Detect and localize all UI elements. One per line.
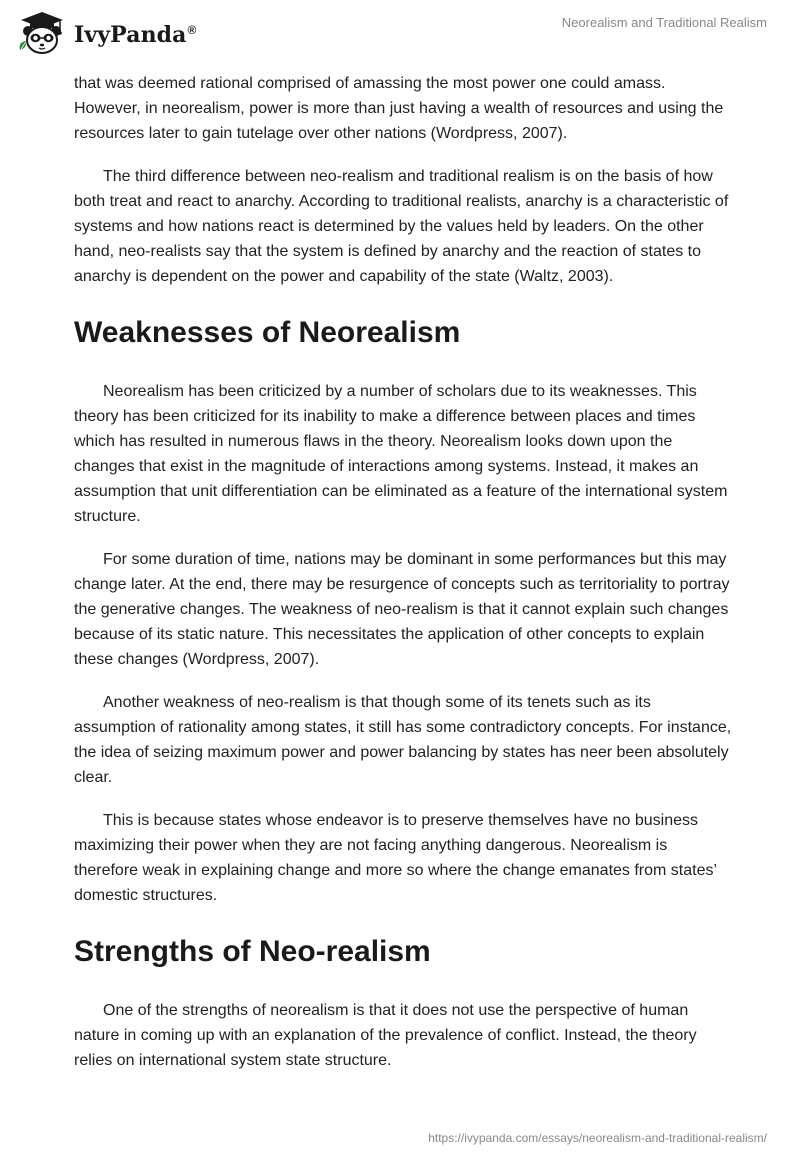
source-url[interactable]: https://ivypanda.com/essays/neorealism-and-traditional-realism/: [428, 1131, 767, 1145]
paragraph: The third difference between neo-realism and traditional realism is on the basis of how both treat and react to anarchy. According to traditional realists, anarchy is a characteristic of systems and how nations react is determined by the values held by leaders. On the other hand, neo-realists say that the system is defined by anarchy and the reaction of states to anarchy is dependent on the power and capability of the state (Waltz, 2003).: [74, 168, 729, 285]
paragraph: that was deemed rational comprised of amassing the most power one could amass. However, in neorealism, power is more than just having a wealth of resources and using the resources later to gain tutelage over other nations (Wordpress, 2007).: [74, 75, 724, 142]
registered-mark: ®: [187, 22, 197, 37]
essay-body: [74, 71, 734, 1091]
paragraph: This is because states whose endeavor is to preserve themselves have no business maximizing their power when they are not facing anything dangerous. Neorealism is therefore weak in explaining change and more so where the change emanates from states’ domestic structures.: [74, 812, 717, 904]
page-header: [0, 0, 800, 70]
ivypanda-logo[interactable]: [16, 10, 196, 56]
paragraph: Neorealism has been criticized by a number of scholars due to its weaknesses. This theory has been criticized for its inability to make a difference between places and times which has resulted in numerous flaws in the theory. Neorealism looks down upon the changes that exist in the magnitude of interactions among systems. Instead, it makes an assumption that unit differentiation can be eliminated as a feature of the international system structure.: [74, 383, 728, 525]
section-heading-strengths: Strengths of Neo-realism: [74, 935, 431, 968]
document-title: Neorealism and Traditional Realism: [561, 15, 767, 30]
panda-graduation-cap-icon: [16, 10, 68, 56]
paragraph: Another weakness of neo-realism is that though some of its tenets such as its assumption of rationality among states, it still has some contradictory concepts. For instance, the idea of seizing maximum power and power balancing by states has neer been absolutely clear.: [74, 694, 732, 786]
section-heading-weaknesses: Weaknesses of Neorealism: [74, 316, 461, 349]
paragraph: For some duration of time, nations may be dominant in some performances but this may change later. At the end, there may be resurgence of concepts such as territoriality to portray the generative changes. The weakness of neo-realism is that it cannot explain such changes because of its static nature. This necessitates the application of other concepts to explain these changes (Wordpress, 2007).: [74, 551, 730, 668]
brand-name: IvyPanda®: [74, 22, 197, 48]
paragraph: One of the strengths of neorealism is that it does not use the perspective of human nature in coming up with an explanation of the prevalence of conflict. Instead, the theory relies on international system state structure.: [74, 1002, 697, 1069]
